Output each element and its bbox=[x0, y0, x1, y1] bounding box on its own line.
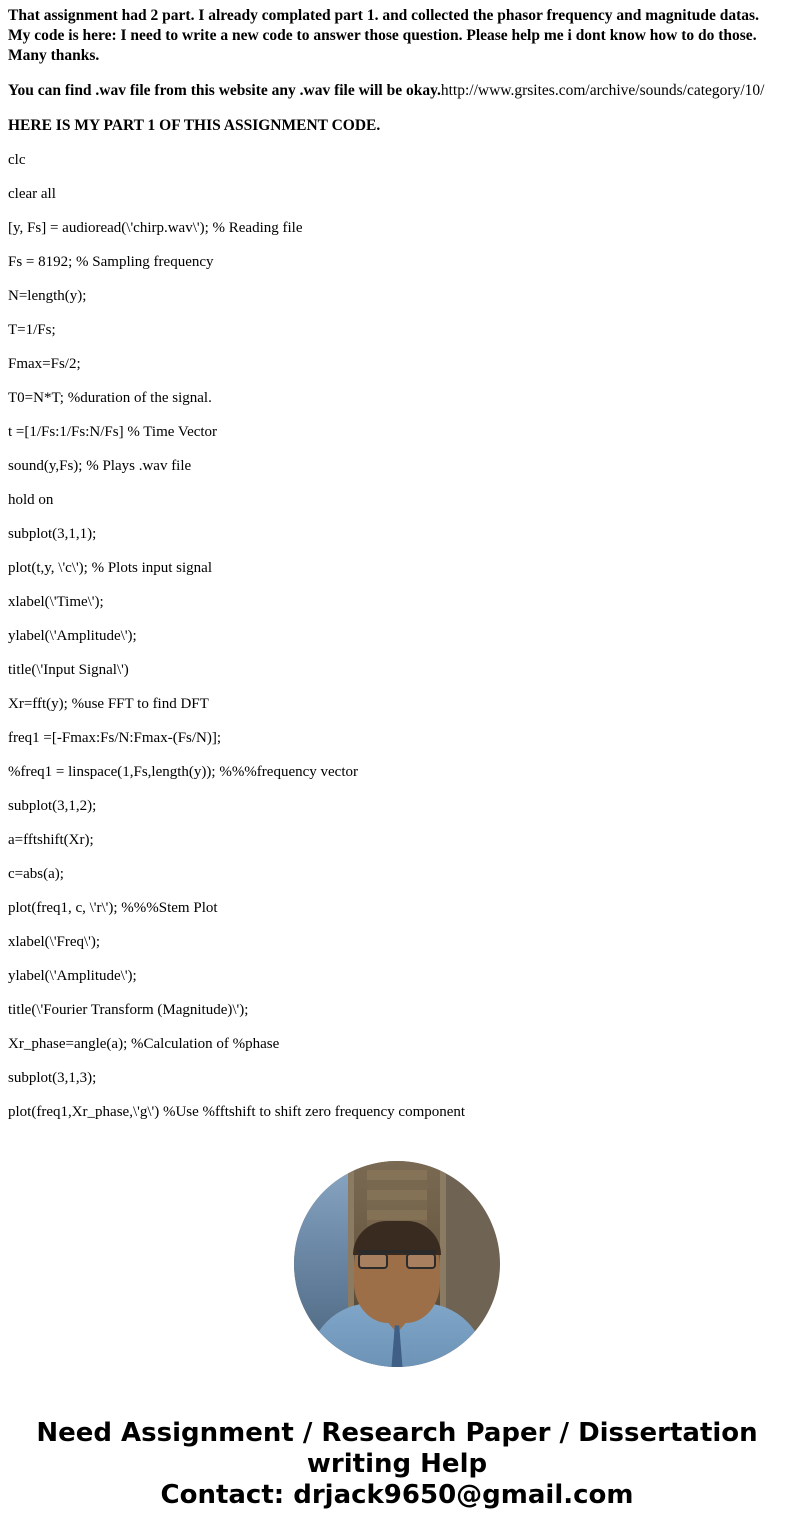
glasses-right-lens bbox=[406, 1253, 436, 1269]
code-line: ylabel(\'Amplitude\'); bbox=[8, 968, 137, 985]
footer-headline: Need Assignment / Research Paper / Dissertation writing Help bbox=[36, 1418, 758, 1479]
code-line: Fs = 8192; % Sampling frequency bbox=[8, 254, 214, 271]
code-line: %freq1 = linspace(1,Fs,length(y)); %%%frequency vector bbox=[8, 764, 358, 781]
code-line: clc bbox=[8, 153, 26, 169]
wav-note-text: You can find .wav file from this website any .wav file will be okay. bbox=[8, 82, 441, 100]
part-heading: HERE IS MY PART 1 OF THIS ASSIGNMENT CODE. bbox=[8, 117, 381, 135]
code-line: sound(y,Fs); % Plays .wav file bbox=[8, 458, 192, 475]
code-line: [y, Fs] = audioread(\'chirp.wav\'); % Reading file bbox=[8, 220, 303, 237]
code-line: a=fftshift(Xr); bbox=[8, 832, 94, 849]
code-line: clear all bbox=[8, 186, 56, 203]
code-line: Fmax=Fs/2; bbox=[8, 356, 81, 373]
code-line: plot(t,y, \'c\'); % Plots input signal bbox=[8, 560, 213, 577]
footer bbox=[8, 1418, 786, 1510]
code-line: plot(freq1, c, \'r\'); %%%Stem Plot bbox=[8, 900, 218, 917]
code-line: N=length(y); bbox=[8, 288, 87, 305]
code-line: t =[1/Fs:1/Fs:N/Fs] % Time Vector bbox=[8, 424, 218, 441]
glasses-icon bbox=[358, 1250, 436, 1269]
footer-contact[interactable]: Contact: drjack9650@gmail.com bbox=[160, 1479, 634, 1510]
avatar-container bbox=[8, 1161, 786, 1372]
code-line: title(\'Input Signal\') bbox=[8, 662, 129, 679]
intro-line-1: That assignment had 2 part. I already complated part 1. and collected the phasor frequency and magnitude datas. bbox=[8, 7, 759, 24]
wav-file-note bbox=[8, 81, 786, 101]
wav-source-link[interactable]: http://www.grsites.com/archive/sounds/category/10/ bbox=[440, 82, 765, 100]
avatar bbox=[294, 1161, 500, 1367]
code-line: Xr_phase=angle(a); %Calculation of %phase bbox=[8, 1036, 280, 1053]
code-line: freq1 =[-Fmax:Fs/N:Fmax-(Fs/N)]; bbox=[8, 730, 222, 747]
code-line: T=1/Fs; bbox=[8, 322, 56, 339]
code-line: hold on bbox=[8, 492, 54, 509]
code-line: Xr=fft(y); %use FFT to find DFT bbox=[8, 696, 209, 713]
intro-line-2: My code is here: I need to write a new code to answer those question. Please help me i dont know how to do those. bbox=[8, 26, 757, 44]
code-line: subplot(3,1,3); bbox=[8, 1070, 97, 1087]
code-line: T0=N*T; %duration of the signal. bbox=[8, 390, 212, 407]
code-line-list bbox=[8, 153, 786, 1120]
intro-paragraph bbox=[8, 6, 786, 65]
code-clip-mask bbox=[8, 1129, 786, 1139]
code-line: xlabel(\'Freq\'); bbox=[8, 934, 101, 951]
code-line: subplot(3,1,1); bbox=[8, 526, 97, 543]
code-line: subplot(3,1,2); bbox=[8, 798, 97, 815]
code-line: c=abs(a); bbox=[8, 866, 64, 883]
code-line: ylabel(\'Amplitude\'); bbox=[8, 628, 137, 645]
code-line: title(\'Fourier Transform (Magnitude)\'); bbox=[8, 1002, 249, 1019]
code-line: xlabel(\'Time\'); bbox=[8, 594, 104, 611]
code-line: plot(freq1,Xr_phase,\'g\') %Use %fftshift to shift zero frequency component bbox=[8, 1104, 466, 1121]
glasses-left-lens bbox=[358, 1253, 388, 1269]
intro-line-3: Many thanks. bbox=[8, 46, 100, 64]
code-block bbox=[8, 153, 786, 1139]
